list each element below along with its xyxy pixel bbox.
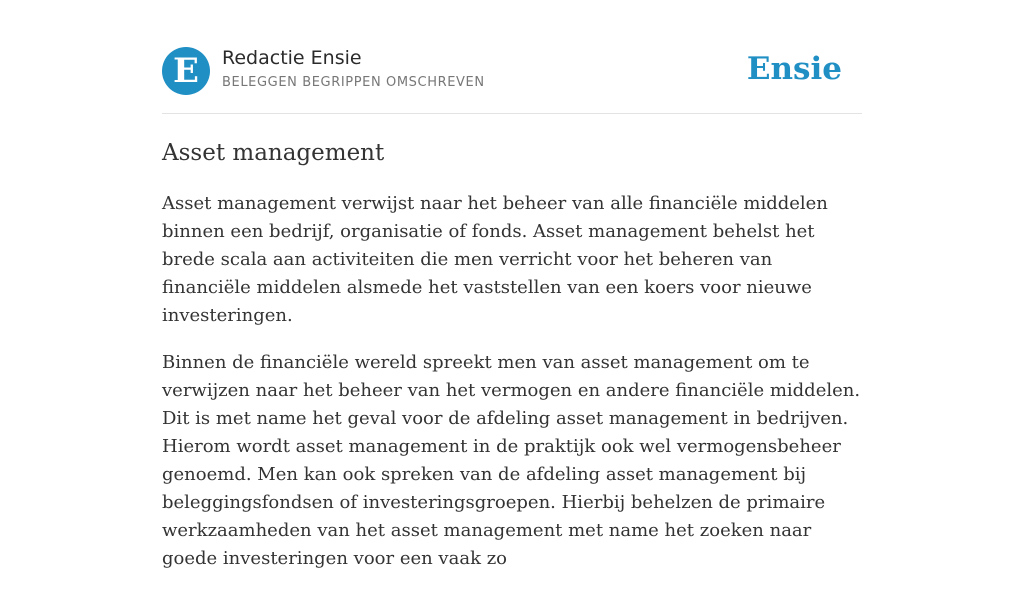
article-title: Asset management	[162, 140, 385, 166]
avatar[interactable]: E	[162, 47, 210, 95]
article-paragraph: Asset management verwijst naar het beheer van alle financiële middelen binnen een bedrijf, organisatie of fonds. Asset management behelst het brede scala aan activiteiten die men verricht voor het beheren van financiële middelen alsmede het vaststellen van een koers voor nieuwe investeringen.	[162, 193, 828, 326]
header-divider	[162, 113, 862, 114]
article-body	[162, 190, 862, 592]
brand-logo[interactable]: Ensie	[746, 51, 842, 87]
article-paragraph: Binnen de financiële wereld spreekt men van asset management om te verwijzen naar het beheer van het vermogen en andere financiële middelen. Dit is met name het geval voor de afdeling asset management in bedrijven. Hierom wordt asset management in de praktijk ook wel vermogensbeheer genoemd. Men kan ook spreken van de afdeling asset management bij beleggingsfondsen of investeringsgroepen. Hierbij behelzen de primaire werkzaamheden van het asset management met name het zoeken naar goede investeringen voor een vaak zo	[162, 352, 861, 569]
author-header	[162, 45, 862, 97]
author-name[interactable]: Redactie Ensie	[222, 47, 362, 69]
author-subtitle: BELEGGEN BEGRIPPEN OMSCHREVEN	[222, 75, 485, 90]
